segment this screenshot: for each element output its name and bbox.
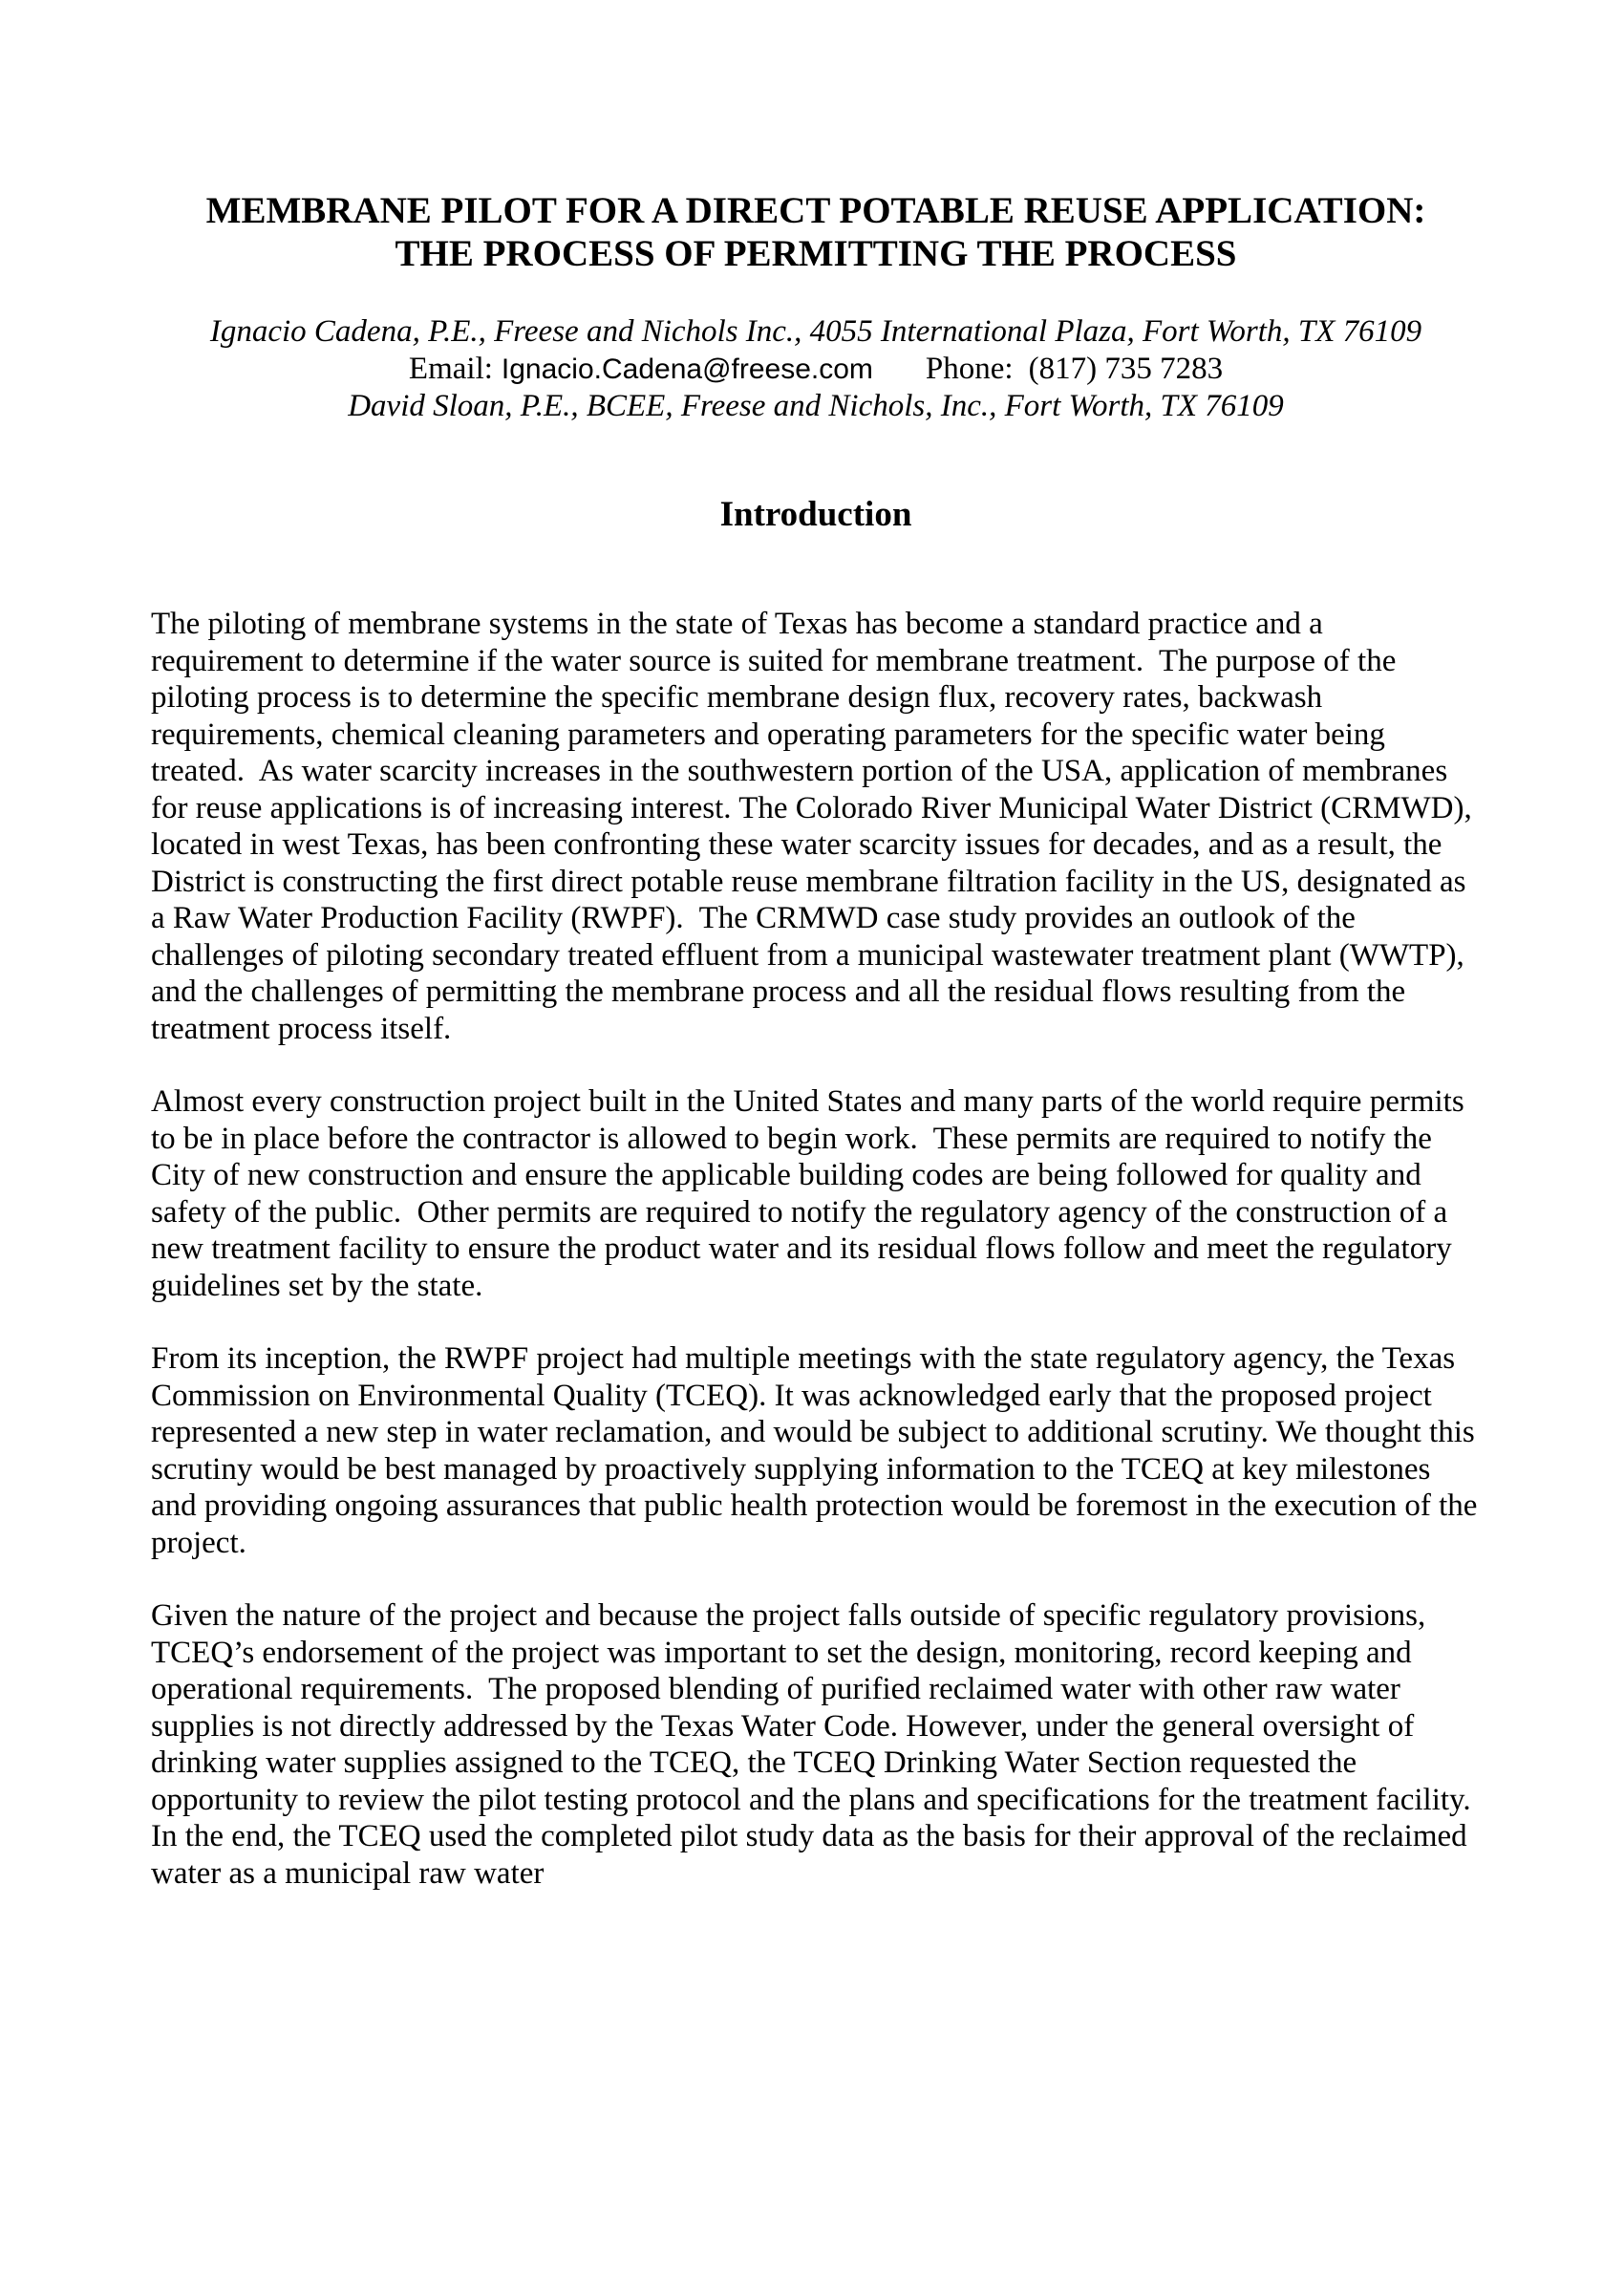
phone-label: Phone: [925,352,1014,386]
document-page [0,189,1624,2291]
body-paragraph-1: The piloting of membrane systems in the state of Texas has become a standard practice and a requirement to determine if the water source is suited for membrane treatment. The purpose of the piloting process is to determine the specific membrane design flux, recovery rates, backwash requirements, chemical cleaning parameters and operating parameters for the specific water being treated. As water scarcity increases in the southwestern portion of the USA, application of membranes for reuse applications is of increasing interest. The Colorado River Municipal Water District (CRMWD), located in west Texas, has been confronting these water scarcity issues for decades, and as a result, the District is constructing the first direct potable reuse membrane filtration facility in the US, designated as a Raw Water Production Facility (RWPF). The CRMWD case study provides an outlook of the challenges of piloting secondary treated effluent from a municipal wastewater treatment plant (WWTP), and the challenges of permitting the membrane process and all the residual flows resulting from the treatment process itself. [151,607,1480,1046]
phone-number: (817) 735 7283 [1028,352,1224,386]
author-line-2: David Sloan, P.E., BCEE, Freese and Nichols, Inc., Fort Worth, TX 76109 [348,389,1284,423]
contact-line [151,351,1481,388]
email-label: Email: [408,352,493,386]
paper-title-line-2: THE PROCESS OF PERMITTING THE PROCESS [395,233,1237,274]
body-paragraph-3: From its inception, the RWPF project had multiple meetings with the state regulatory agency, the Texas Commission on Environmental Quality (TCEQ). It was acknowledged early that the proposed project represented a new step in water reclamation, and would be subject to additional scrutiny. We thought this scrutiny would be best managed by proactively supplying information to the TCEQ at key milestones and providing ongoing assurances that public health protection would be foremost in the execution of the project. [151,1341,1485,1560]
paper-title [151,189,1481,275]
author-line-1: Ignacio Cadena, P.E., Freese and Nichols Inc., 4055 International Plaza, Fort Worth, TX 76109 [209,314,1422,349]
email-address: Ignacio.Cadena@freese.com [501,353,873,385]
paper-title-line-1: MEMBRANE PILOT FOR A DIRECT POTABLE REUSE APPLICATION: [205,190,1426,231]
page-content [151,189,1485,1892]
body-paragraph-2: Almost every construction project built in the United States and many parts of the world require permits to be in place before the contractor is allowed to begin work. These permits are required to notify the City of new construction and ensure the applicable building codes are being followed for quality and safety of the public. Other permits are required to notify the regulatory agency of the construction of a new treatment facility to ensure the product water and its residual flows follow and meet the regulatory guidelines set by the state. [151,1084,1472,1303]
section-heading-introduction: Introduction [719,495,912,534]
body-paragraph-4: Given the nature of the project and because the project falls outside of specific regulatory provisions, TCEQ’s endorsement of the project was important to set the design, monitoring, record keeping and operational requirements. The proposed blending of purified reclaimed water with other raw water supplies is not directly addressed by the Texas Water Code. However, under the general oversight of drinking water supplies assigned to the TCEQ, the TCEQ Drinking Water Section requested the opportunity to review the pilot testing protocol and the plans and specifications for the treatment facility. In the end, the TCEQ used the completed pilot study data as the basis for their approval of the reclaimed water as a municipal raw water [151,1598,1479,1891]
author-block [151,313,1481,425]
